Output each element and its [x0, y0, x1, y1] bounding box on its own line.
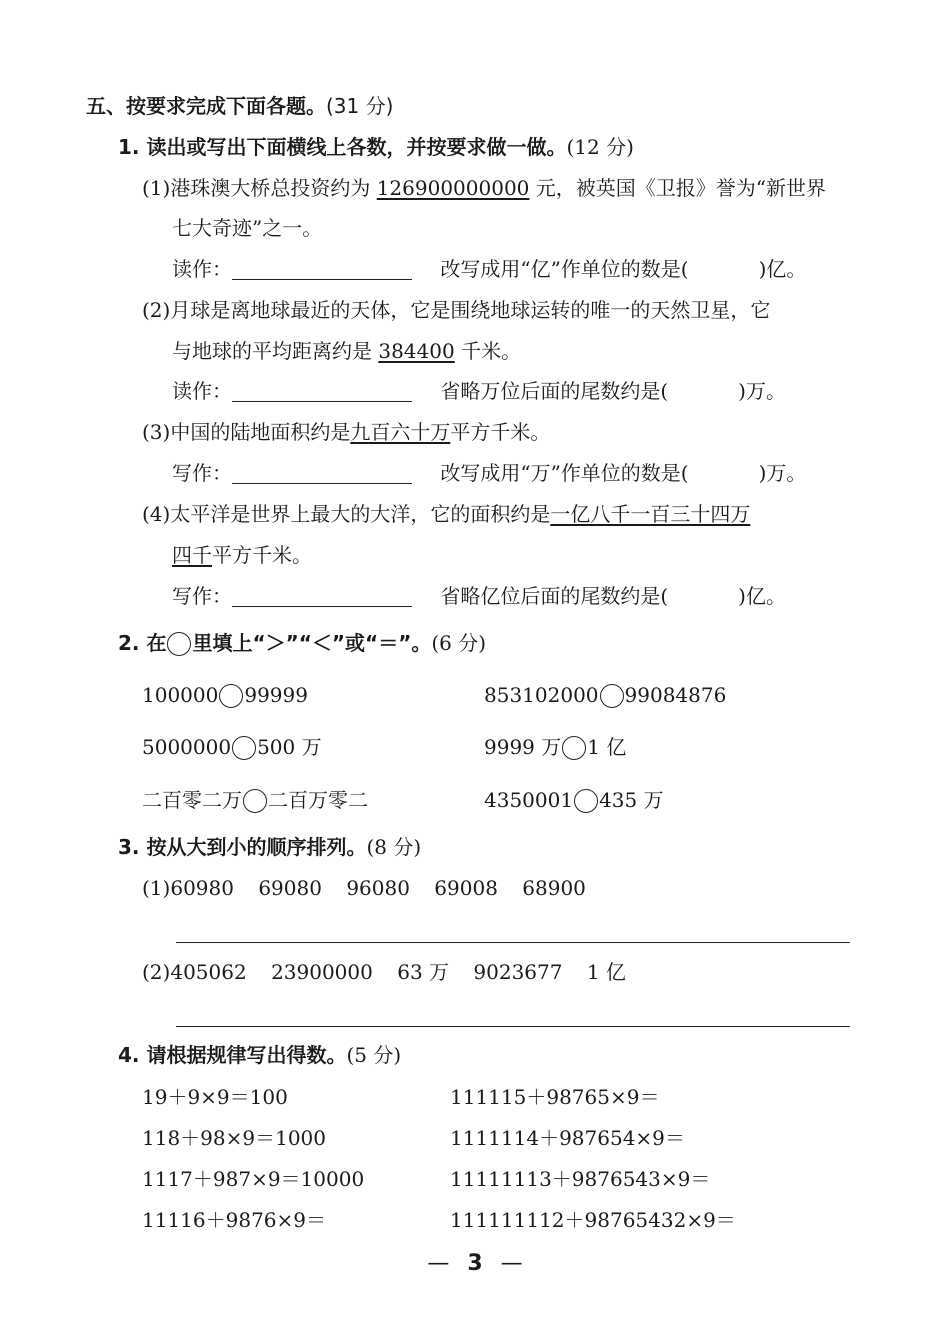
q1-p4-number-part2: 四千 [172, 543, 212, 567]
page-number: — 3 — [427, 1251, 523, 1276]
q4-left-4: 11116＋9876×9＝ [142, 1208, 327, 1232]
q2-item-6: 4350001 435 万 [484, 788, 664, 812]
q3-title: 3. 按从大到小的顺序排列。(8 分) [118, 835, 422, 859]
q1-p2-number: 384400 [378, 339, 455, 363]
q2-item-3: 5000000 500 万 [142, 735, 322, 759]
q4-left-3: 1117＋987×9＝10000 [142, 1167, 365, 1191]
q1-p1-answer-row: 读作： 改写成用“亿”作单位的数是( )亿。 [172, 257, 807, 281]
q4-left-1: 19＋9×9＝100 [142, 1085, 288, 1109]
q1-p1-line1: (1)港珠澳大桥总投资约为 126900000000 元，被英国《卫报》誉为“新世界 [142, 176, 826, 200]
q2-circle-3[interactable] [232, 736, 256, 760]
q4-right-4: 111111112＋98765432×9＝ [450, 1208, 736, 1232]
q1-p3-line1: (3)中国的陆地面积约是九百六十万平方千米。 [142, 420, 551, 444]
q1-p4-line1: (4)太平洋是世界上最大的大洋，它的面积约是一亿八千一百三十四万 [142, 502, 751, 526]
q1-p3-answer-row: 写作： 改写成用“万”作单位的数是( )万。 [172, 461, 807, 485]
q2-item-5: 二百零二万 二百万零二 [142, 788, 368, 812]
circle-icon [167, 632, 191, 656]
q1-p2-answer-row: 读作： 省略万位后面的尾数约是( )万。 [172, 379, 786, 403]
q4-left-2: 118＋98×9＝1000 [142, 1126, 327, 1150]
q4-title: 4. 请根据规律写出得数。(5 分) [118, 1043, 402, 1067]
q1-p4-answer-row: 写作： 省略亿位后面的尾数约是( )亿。 [172, 584, 786, 608]
q1-p2-line1: (2)月球是离地球最近的天体，它是围绕地球运转的唯一的天然卫星，它 [142, 298, 771, 322]
q1-p4-line2: 四千平方千米。 [172, 543, 312, 567]
q2-item-2: 853102000 99084876 [484, 683, 727, 707]
q3-p2-answer-line[interactable] [176, 1026, 850, 1027]
q4-right-3: 11111113＋9876543×9＝ [450, 1167, 711, 1191]
q2-circle-2[interactable] [600, 684, 624, 708]
q1-p4-write-blank[interactable] [232, 586, 412, 607]
q4-right-1: 111115＋98765×9＝ [450, 1085, 660, 1109]
q2-circle-6[interactable] [574, 789, 598, 813]
q1-p2-line2: 与地球的平均距离约是 384400 千米。 [172, 339, 522, 363]
q2-circle-4[interactable] [562, 736, 586, 760]
q3-p1-answer-line[interactable] [176, 942, 850, 943]
q3-p1-row: (1)60980 69080 96080 69008 68900 [142, 876, 586, 900]
q2-title: 2. 在 里填上“＞”“＜”或“＝”。(6 分) [118, 631, 487, 655]
q3-p2-row: (2)405062 23900000 63 万 9023677 1 亿 [142, 960, 626, 984]
q1-p3-number: 九百六十万 [350, 420, 451, 444]
q2-item-4: 9999 万 1 亿 [484, 735, 627, 759]
q1-p1-read-blank[interactable] [232, 259, 412, 280]
q1-title: 1. 读出或写出下面横线上各数，并按要求做一做。(12 分) [118, 135, 634, 159]
q1-p1-number: 126900000000 [376, 176, 530, 200]
q4-right-2: 1111114＋987654×9＝ [450, 1126, 685, 1150]
q1-p4-number-part1: 一亿八千一百三十四万 [550, 502, 751, 526]
q2-circle-5[interactable] [243, 789, 267, 813]
q2-circle-1[interactable] [219, 684, 243, 708]
q2-item-1: 100000 99999 [142, 683, 308, 707]
q1-p2-read-blank[interactable] [232, 381, 412, 402]
section-title: 五、按要求完成下面各题。(31 分) [86, 94, 394, 118]
q1-p3-write-blank[interactable] [232, 463, 412, 484]
q1-p1-line2: 七大奇迹”之一。 [172, 216, 323, 240]
